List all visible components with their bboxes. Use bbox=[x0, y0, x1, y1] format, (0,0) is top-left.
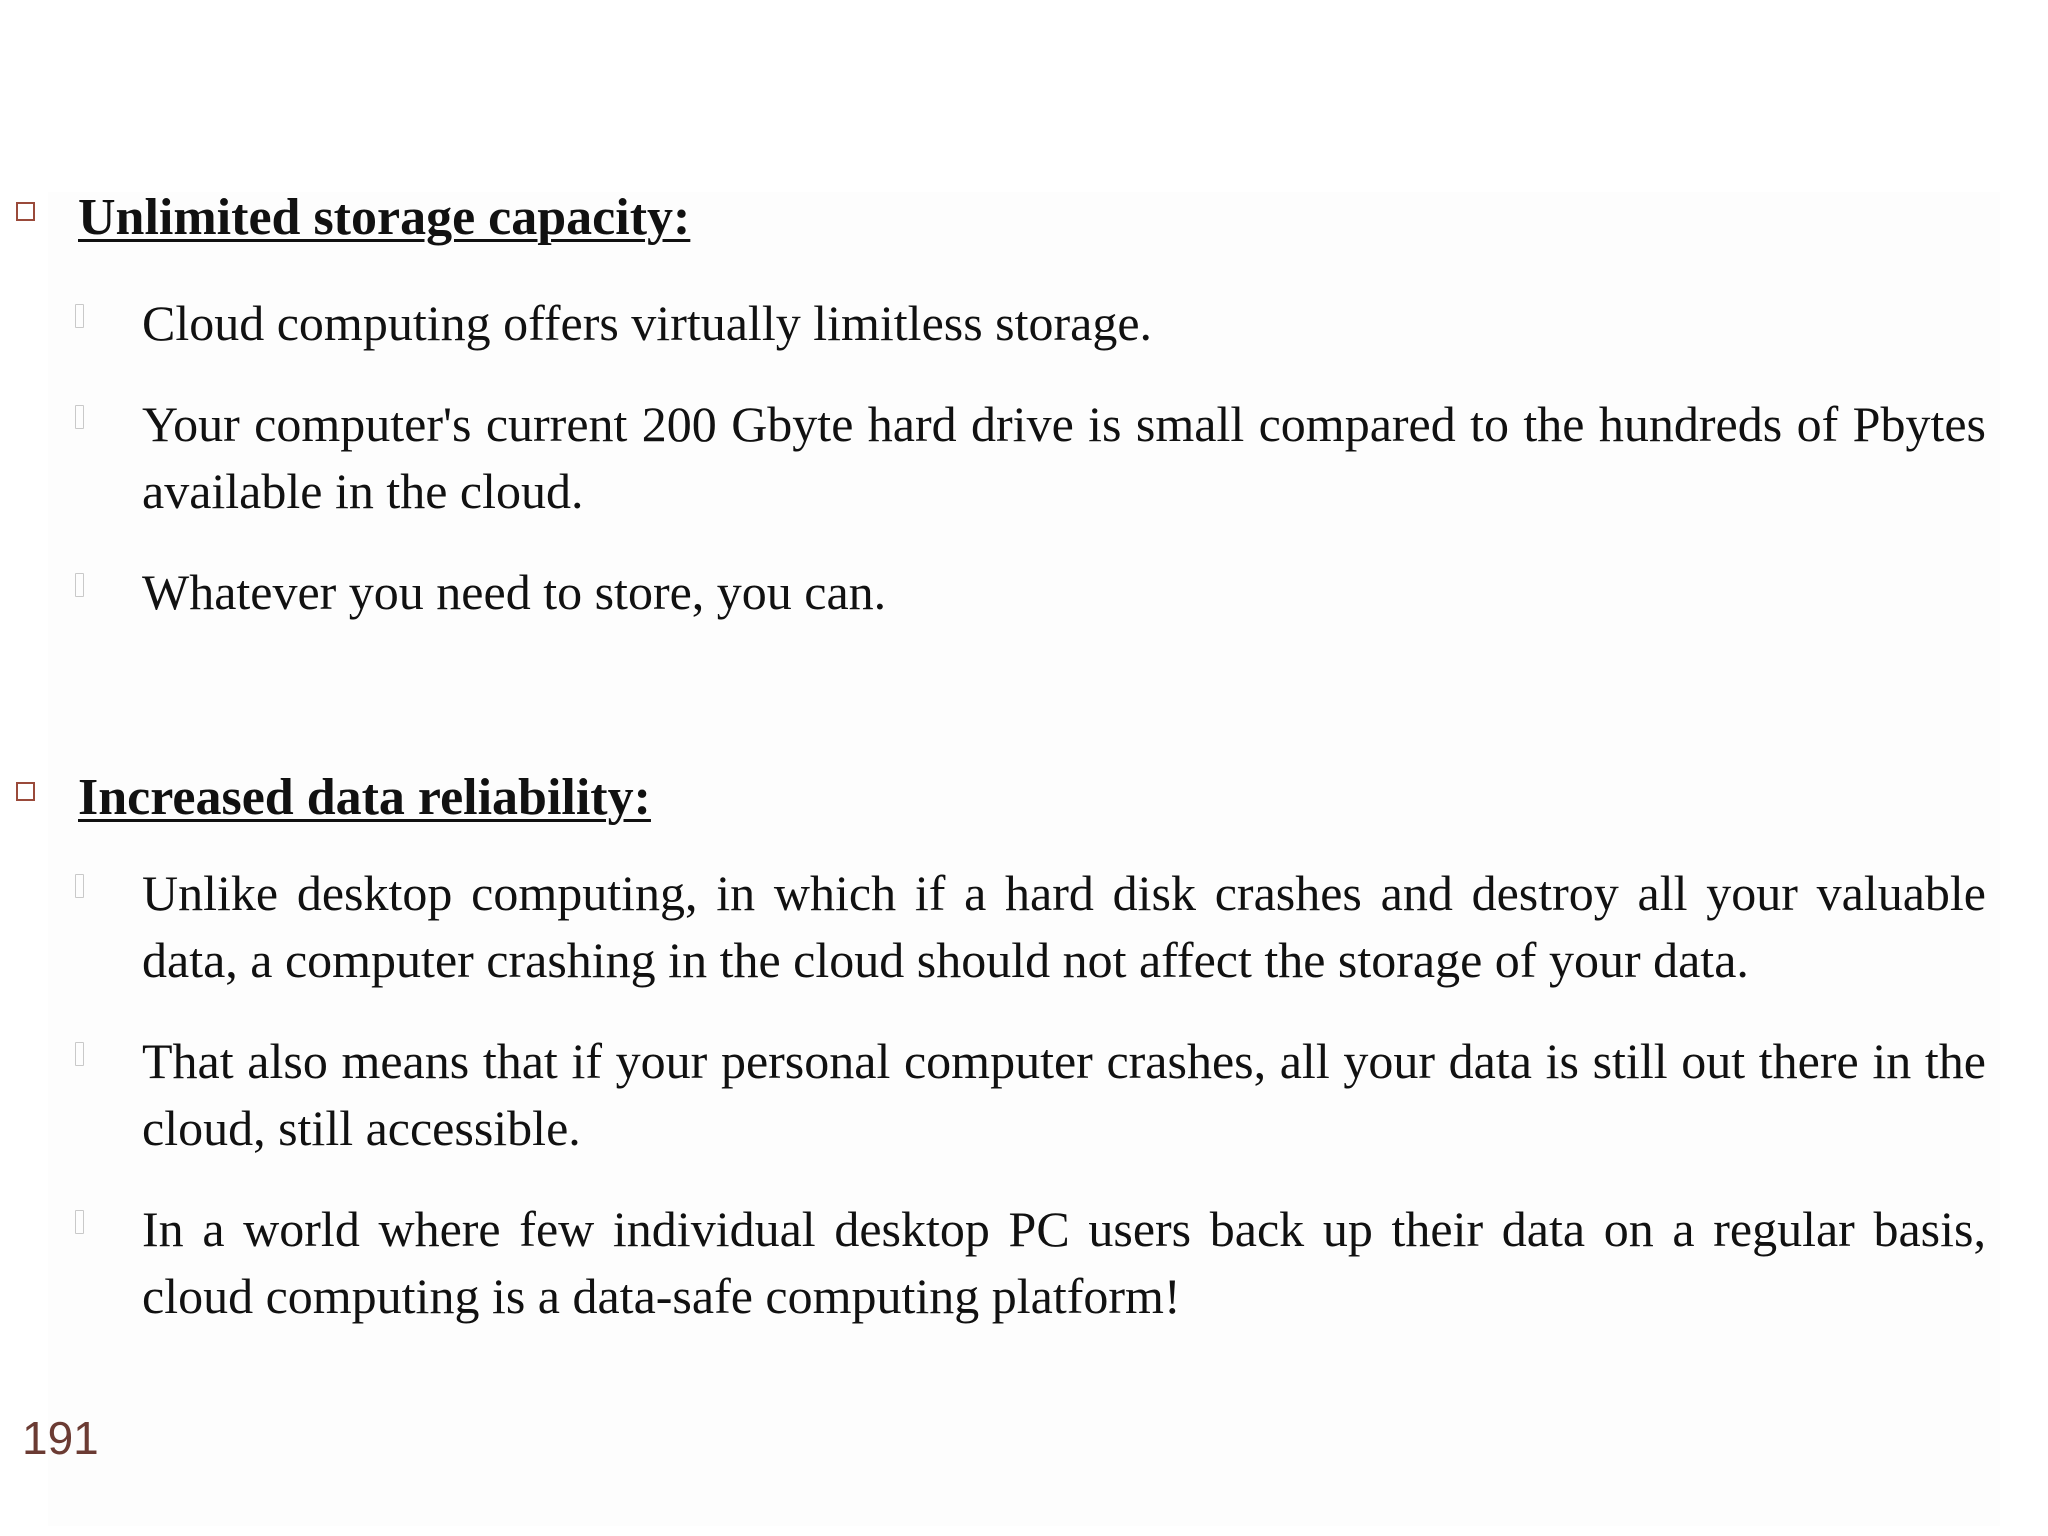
square-bullet-icon bbox=[16, 202, 35, 221]
list-item bbox=[142, 1196, 1986, 1330]
section-heading-row bbox=[0, 766, 2048, 836]
list-item-text: Your computer's current 200 Gbyte hard drive is small compared to the hundreds of Pbytes available in the cloud. bbox=[142, 396, 1986, 519]
section-heading: Unlimited storage capacity: bbox=[78, 189, 691, 246]
section-unlimited-storage bbox=[0, 186, 2048, 626]
sub-bullet-icon bbox=[75, 304, 84, 328]
list-item bbox=[142, 860, 1986, 994]
sub-bullet-icon bbox=[75, 874, 84, 898]
list-item bbox=[142, 290, 1986, 357]
list-item-text: In a world where few individual desktop PC users back up their data on a regular basis, cloud computing is a data-safe computing platform! bbox=[142, 1201, 1986, 1324]
section-data-reliability bbox=[0, 766, 2048, 1330]
page-number: 191 bbox=[22, 1412, 99, 1464]
list-item bbox=[142, 559, 1986, 626]
section-heading: Increased data reliability: bbox=[78, 769, 651, 826]
square-bullet-icon bbox=[16, 782, 35, 801]
list-item-text: Cloud computing offers virtually limitless storage. bbox=[142, 295, 1153, 351]
sub-bullet-icon bbox=[75, 405, 84, 429]
sub-bullet-icon bbox=[75, 573, 84, 597]
list-item-text: Unlike desktop computing, in which if a hard disk crashes and destroy all your valuable data, a computer crashing in the cloud should not affect the storage of your data. bbox=[142, 865, 1986, 988]
list-item-text: Whatever you need to store, you can. bbox=[142, 564, 887, 620]
list-item bbox=[142, 391, 1986, 525]
sub-bullet-icon bbox=[75, 1042, 84, 1066]
sub-bullet-icon bbox=[75, 1210, 84, 1234]
list-item bbox=[142, 1028, 1986, 1162]
section-heading-row bbox=[0, 186, 2048, 256]
list-item-text: That also means that if your personal computer crashes, all your data is still out there in the cloud, still accessible. bbox=[142, 1033, 1986, 1156]
